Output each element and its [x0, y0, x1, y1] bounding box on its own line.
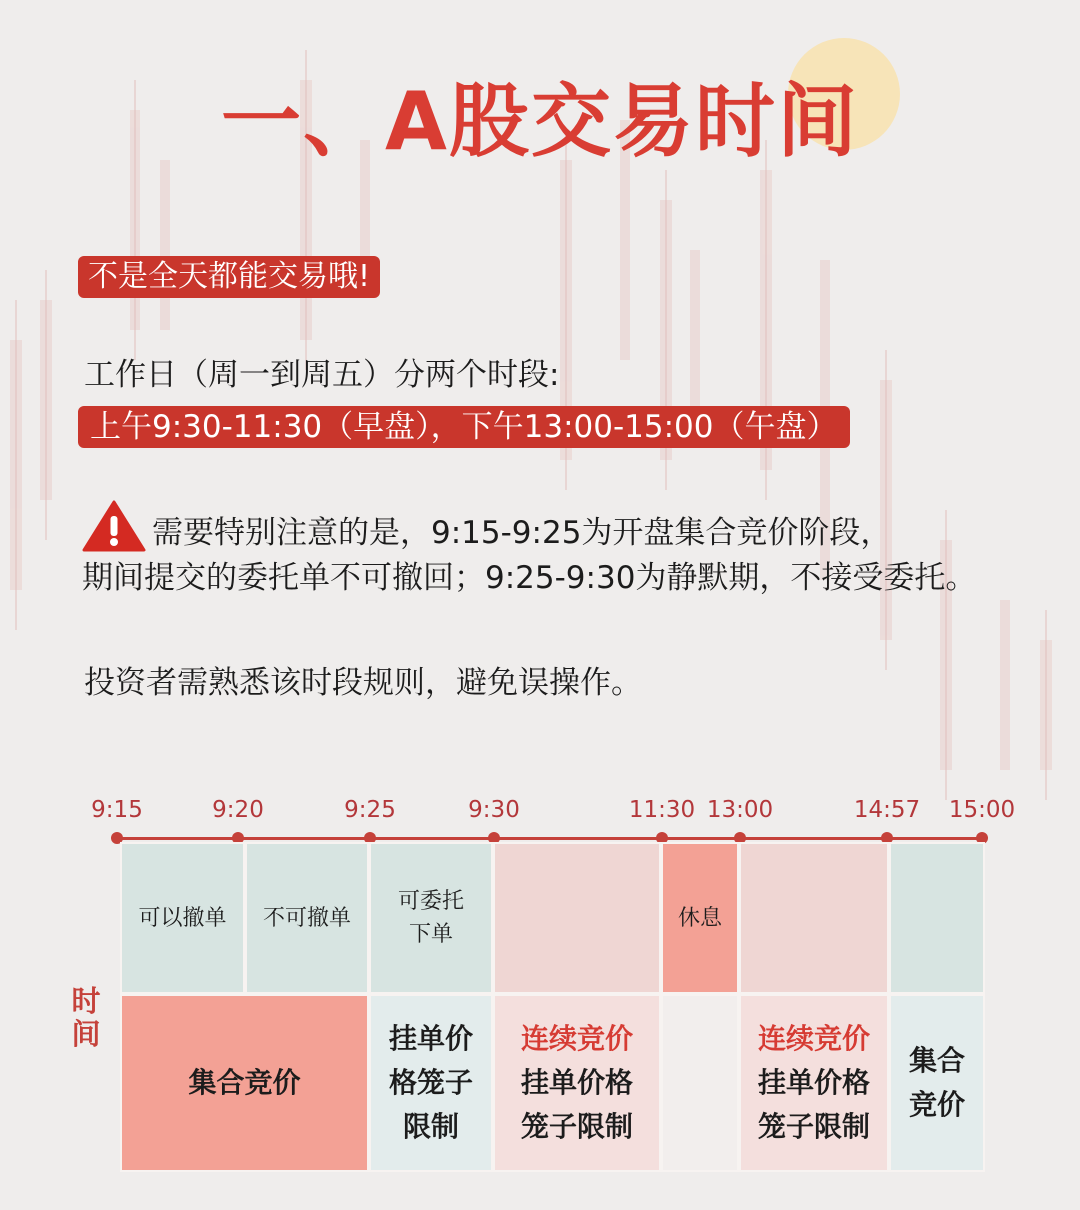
- time-label-1300: 13:00: [706, 797, 774, 823]
- cell-break-empty: [661, 994, 739, 1172]
- time-label-1500: 15:00: [948, 797, 1016, 823]
- time-label-0930: 9:30: [468, 797, 520, 823]
- time-label-0925: 9:25: [344, 797, 396, 823]
- page-title: 一、A股交易时间: [221, 75, 859, 168]
- cell-call-auction: 集合竞价: [120, 994, 369, 1172]
- trading-sessions-tag: 上午9:30-11:30（早盘），下午13:00-15:00（午盘）: [78, 406, 850, 448]
- timeline-vertical-title: 时 间: [71, 984, 101, 1051]
- time-label-0915: 9:15: [91, 797, 143, 823]
- cell-break: 休息: [661, 842, 739, 994]
- cell-can-cancel: 可以撤单: [120, 842, 245, 994]
- cell-morning-session: [493, 842, 661, 994]
- cell-closing-period: [889, 842, 985, 994]
- highlight-tag-note: 不是全天都能交易哦!: [78, 256, 380, 298]
- workday-line: 工作日（周一到周五）分两个时段:: [84, 357, 560, 393]
- cell-can-order: 可委托 下单: [369, 842, 493, 994]
- cell-continuous-auction-morning: 连续竞价 挂单价格 笼子限制: [493, 994, 661, 1172]
- cell-afternoon-session: [739, 842, 889, 994]
- time-label-1457: 14:57: [853, 797, 921, 823]
- cell-closing-call-auction: 集合 竞价: [889, 994, 985, 1172]
- timeline-axis: [117, 837, 985, 840]
- time-label-0920: 9:20: [212, 797, 264, 823]
- cell-price-cage-limit: 挂单价 格笼子 限制: [369, 994, 493, 1172]
- warning-text-line-2: 期间提交的委托单不可撤回；9:25-9:30为静默期，不接受委托。: [82, 560, 977, 596]
- cell-cannot-cancel: 不可撤单: [245, 842, 369, 994]
- warning-triangle-icon: [82, 500, 146, 552]
- cell-continuous-auction-afternoon: 连续竞价 挂单价格 笼子限制: [739, 994, 889, 1172]
- time-label-1130: 11:30: [628, 797, 696, 823]
- advice-text: 投资者需熟悉该时段规则，避免误操作。: [84, 665, 642, 701]
- warning-text-line-1: 需要特别注意的是，9:15-9:25为开盘集合竞价阶段，: [152, 515, 892, 551]
